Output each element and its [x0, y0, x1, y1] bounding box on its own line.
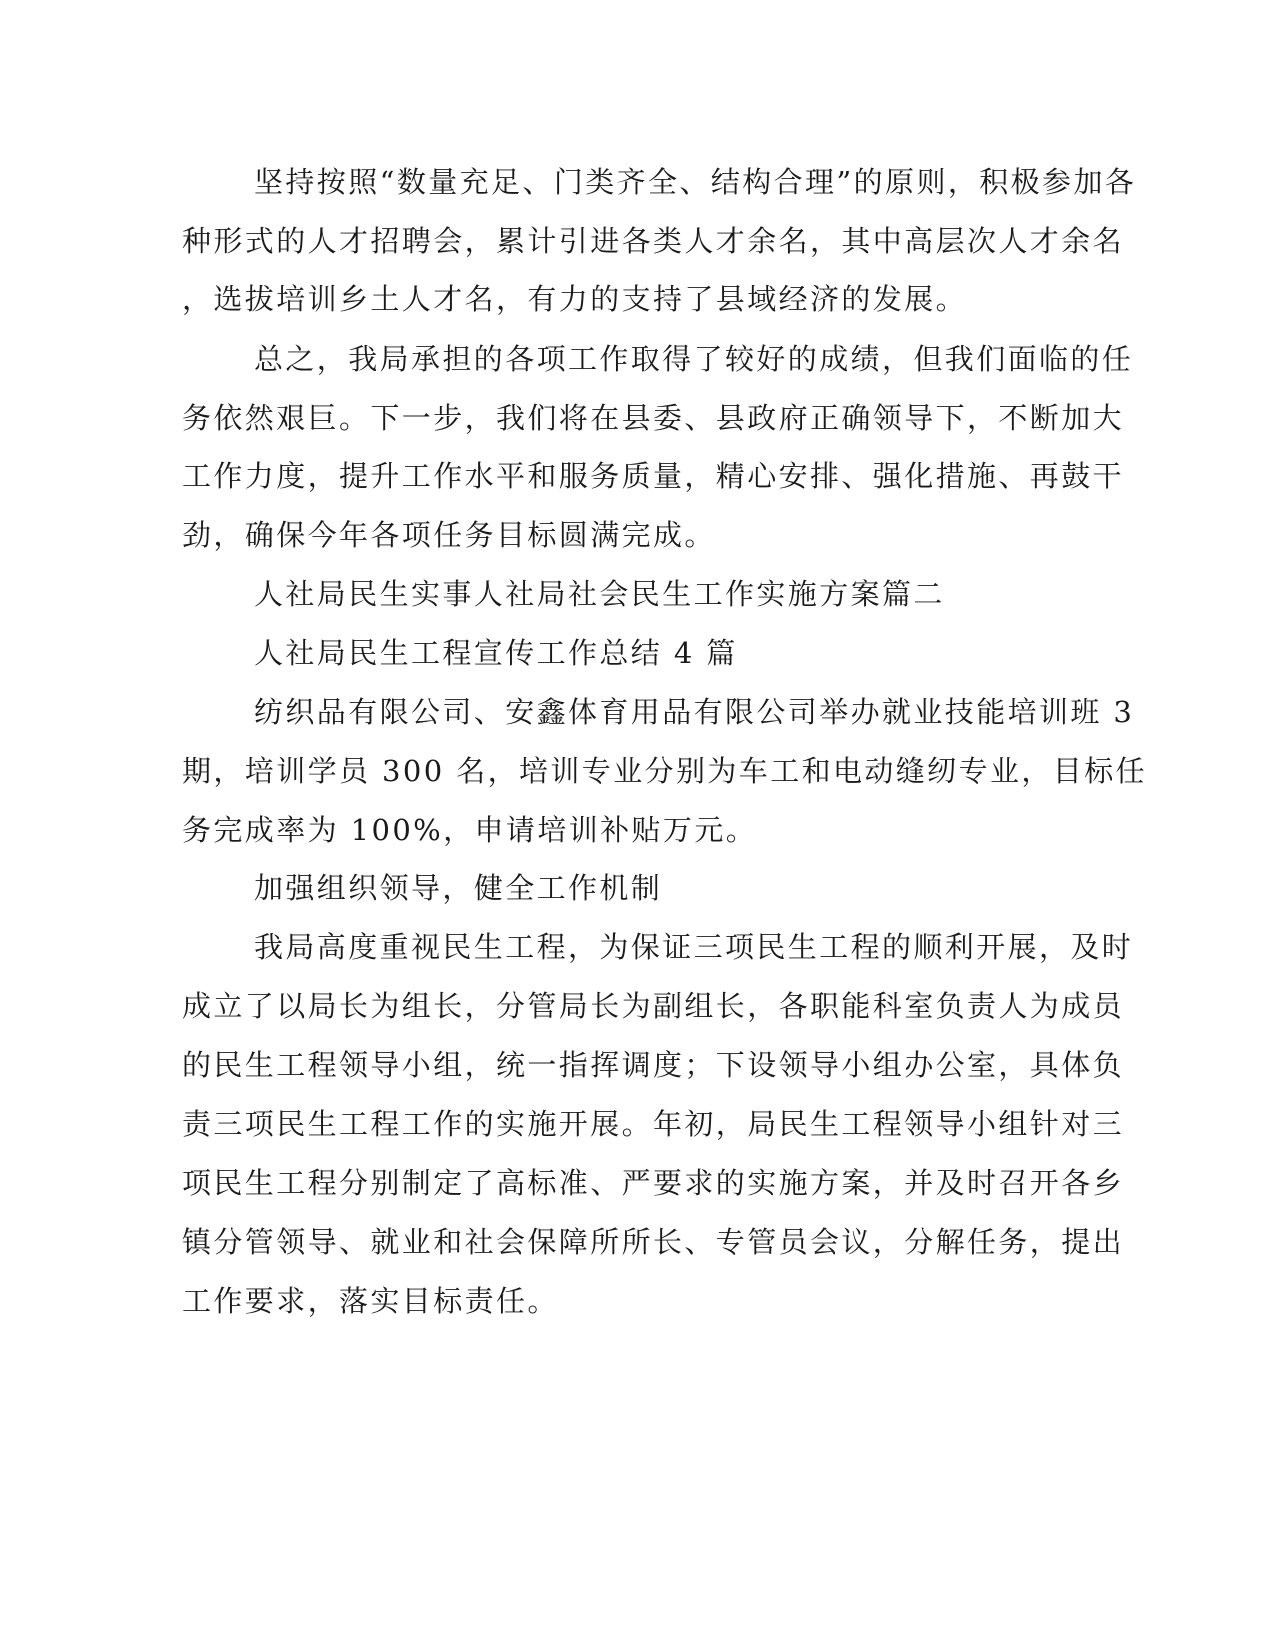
paragraph-2-line-4: 劲，确保今年各项任务目标圆满完成。 — [182, 518, 716, 552]
paragraph-2-line-3: 工作力度，提升工作水平和服务质量，精心安排、强化措施、再鼓干 — [182, 459, 1125, 493]
paragraph-4-line-5: 项民生工程分别制定了高标准、严要求的实施方案，并及时召开各乡 — [182, 1166, 1125, 1200]
section-heading-2: 人社局民生工程宣传工作总结 4 篇 — [254, 636, 738, 670]
paragraph-4-line-4: 责三项民生工程工作的实施开展。年初，局民生工程领导小组针对三 — [182, 1107, 1125, 1141]
paragraph-4-line-6: 镇分管领导、就业和社会保障所所长、专管员会议，分解任务，提出 — [182, 1225, 1125, 1259]
paragraph-3-line-1: 纺织品有限公司、安鑫体育用品有限公司举办就业技能培训班 3 — [254, 695, 1135, 729]
section-heading-1: 人社局民生实事人社局社会民生工作实施方案篇二 — [254, 577, 945, 611]
section-heading-3: 加强组织领导，健全工作机制 — [254, 871, 663, 905]
paragraph-4-line-1: 我局高度重视民生工程，为保证三项民生工程的顺利开展，及时 — [254, 930, 1134, 964]
paragraph-3-line-3: 务完成率为 100%，申请培训补贴万元。 — [182, 813, 758, 847]
paragraph-1-line-1: 坚持按照“数量充足、门类齐全、结构合理”的原则，积极参加各 — [254, 165, 1137, 199]
paragraph-4-line-2: 成立了以局长为组长，分管局长为副组长，各职能科室负责人为成员 — [182, 989, 1125, 1023]
paragraph-3-line-2: 期，培训学员 300 名，培训专业分别为车工和电动缝纫专业，目标任 — [182, 754, 1147, 788]
paragraph-2-line-2: 务依然艰巨。下一步，我们将在县委、县政府正确领导下，不断加大 — [182, 401, 1125, 435]
paragraph-4-line-3: 的民生工程领导小组，统一指挥调度；下设领导小组办公室，具体负 — [182, 1048, 1125, 1082]
paragraph-2-line-1: 总之，我局承担的各项工作取得了较好的成绩，但我们面临的任 — [254, 342, 1134, 376]
paragraph-1-line-2: 种形式的人才招聘会，累计引进各类人才余名，其中高层次人才余名 — [182, 224, 1125, 258]
paragraph-1-line-3: ，选拔培训乡土人才名，有力的支持了县域经济的发展。 — [182, 282, 968, 316]
paragraph-4-line-7: 工作要求，落实目标责任。 — [182, 1284, 559, 1318]
